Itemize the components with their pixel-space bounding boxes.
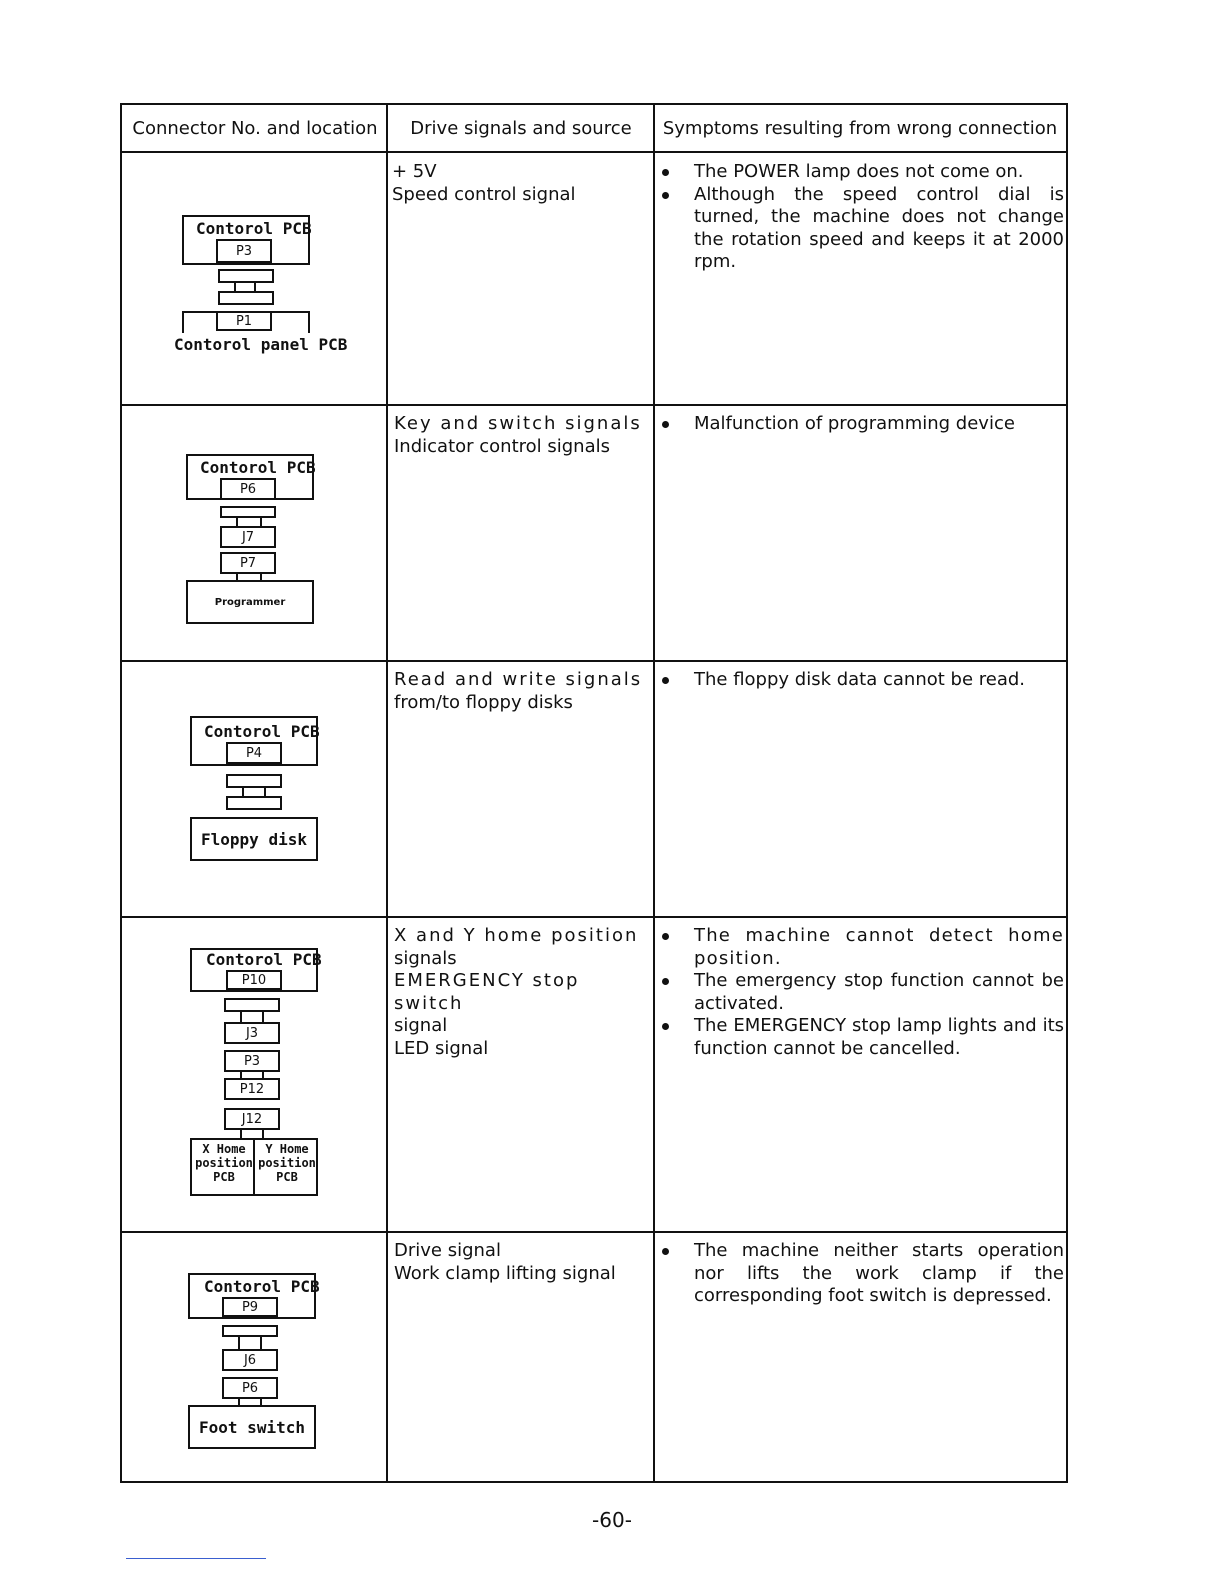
underline-mark [126,1558,266,1559]
connector-p12: P12 [224,1078,280,1100]
control-pcb-label: Contorol PCB [200,458,316,477]
page-number: -60- [592,1508,632,1532]
column-divider [653,105,655,1481]
cable-plug [226,774,282,788]
connector-j3: J3 [224,1022,280,1044]
signal-line: Key and switch signals [394,413,642,434]
row-2-signals [394,413,650,458]
symptom-item: Although the speed control dial is turned, the machine does not change the rotation speed and keeps it at 2000 rpm. [656,184,1064,274]
row-2-symptoms [656,413,1064,436]
connector-j7: J7 [220,526,276,548]
connector-p1: P1 [216,311,272,331]
connector-p4: P4 [226,742,282,764]
floppy-disk-label: Floppy disk [201,829,307,849]
control-pcb-label: Contorol PCB [204,1277,320,1296]
connector-p6: P6 [222,1377,278,1399]
row-4-diagram [122,918,386,1231]
row-1-diagram [122,153,386,404]
control-pcb-label: Contorol PCB [206,950,322,969]
row-5-signals [394,1240,650,1285]
signal-line: Read and write signals [394,669,643,690]
connector-table [120,103,1068,1483]
symptom-item: Malfunction of programming device [656,413,1064,436]
connector-p6: P6 [220,478,276,500]
row-4-signals [394,925,650,1060]
row-5-diagram [122,1233,386,1483]
cable-plug [222,1325,278,1337]
control-pcb-label: Contorol PCB [204,722,320,741]
symptom-item: The emergency stop function cannot be activated. [656,970,1064,1015]
row-5-symptoms [656,1240,1064,1308]
row-1-symptoms [656,161,1064,274]
row-1-signals [392,161,648,206]
cable-plug [220,506,276,518]
connector-p3: P3 [224,1050,280,1072]
connector-j12: J12 [224,1108,280,1130]
programmer-label: Programmer [214,596,286,608]
foot-switch-label: Foot switch [199,1417,305,1437]
symptom-item: The POWER lamp does not come on. [656,161,1064,184]
cable-plug [226,796,282,810]
control-pcb-label: Contorol PCB [196,219,312,238]
header-connector: Connector No. and location [122,105,388,153]
signal-line: Speed control signal [392,183,576,205]
connector-p3: P3 [216,239,272,263]
signal-line: signals [394,947,457,969]
x-home-pcb-box [190,1138,255,1196]
connector-p9: P9 [222,1297,278,1317]
signal-line: Drive signal [394,1240,501,1261]
symptom-item: The machine neither starts operation nor lifts the work clamp if the corresponding foot switch is depressed. [656,1240,1064,1308]
column-divider [386,105,388,1481]
signal-line: X and Y home position [394,925,639,946]
header-symptoms: Symptoms resulting from wrong connection [654,105,1066,153]
signal-line: LED signal [394,1037,489,1059]
row-3-signals [394,669,650,714]
programmer-box [186,580,314,624]
signal-line: Indicator control signals [394,435,610,457]
row-3-diagram [122,662,386,916]
cable-plug [224,998,280,1012]
y-home-pcb-label: Y Home position PCB [258,1142,316,1184]
y-home-pcb-box [253,1138,318,1196]
signal-line: signal [394,1015,448,1036]
symptom-item: The floppy disk data cannot be read. [656,669,1064,692]
connector-j6: J6 [222,1349,278,1371]
row-2-diagram [122,406,386,660]
signal-line: EMERGENCY stop switch [394,970,580,1014]
cable-plug [218,291,274,305]
foot-switch-box [188,1405,316,1449]
signal-line: Work clamp lifting signal [394,1262,616,1284]
control-panel-pcb-label: Contorol panel PCB [174,335,348,354]
floppy-disk-box [190,817,318,861]
symptom-item: The machine cannot detect home position. [656,925,1064,970]
cable-plug [218,269,274,283]
x-home-pcb-label: X Home position PCB [195,1142,253,1184]
signal-line: from/to floppy disks [394,691,573,713]
signal-line: + 5V [392,161,437,182]
row-4-symptoms [656,925,1064,1060]
header-signals: Drive signals and source [388,105,654,153]
connector-p7: P7 [220,552,276,574]
symptom-item: The EMERGENCY stop lamp lights and its function cannot be cancelled. [656,1015,1064,1060]
connector-p10: P10 [226,970,282,990]
row-3-symptoms [656,669,1064,692]
